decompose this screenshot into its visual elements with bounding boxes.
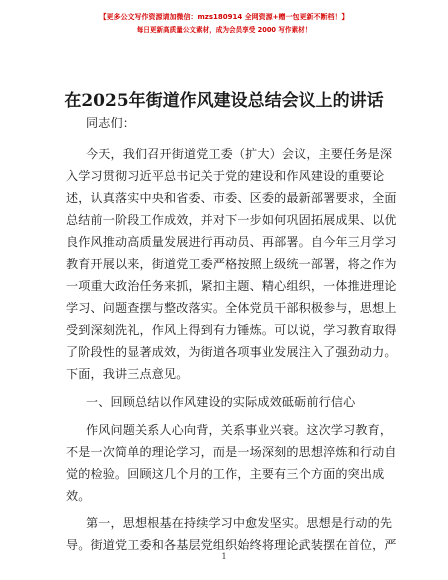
body-line: 受到深刻洗礼，作风上得到有力锤炼。可以说，学习教育取得 [66, 323, 397, 337]
salutation: 同志们： [86, 116, 135, 130]
body-line: 今天，我们召开街道党工委（扩大）会议，主要任务是深 [86, 147, 393, 161]
section-heading: 一、回顾总结以作风建设的实际成效砥砺前行信心 [86, 395, 356, 409]
body-line: 作风问题关系人心向背，关系事业兴衰。这次学习教育， [86, 423, 393, 437]
body-line: 导。街道党工委和各基层党组织始终将理论武装摆在首位，严 [66, 538, 397, 552]
promo-banner-line-1: 【更多公文写作资源请加微信：mzs180914 全网资源+赠一包更新不断档！】 [99, 13, 349, 21]
body-line: 下面，我讲三点意见。 [66, 367, 189, 381]
body-line: 一项重大政治任务来抓，紧扣主题、精心组织，一体推进理论 [66, 279, 397, 293]
body-line: 述，认真落实中央和省委、市委、区委的最新部署要求，全面 [66, 191, 397, 205]
body-line: 不是一次简单的理论学习，而是一场深刻的思想淬炼和行动自 [66, 445, 397, 459]
body-line: 良作风推动高质量发展进行再动员、再部署。自今年三月学习 [66, 235, 397, 249]
body-line: 总结前一阶段工作成效，并对下一步如何巩固拓展成果、以优 [66, 213, 397, 227]
body-line: 学习、问题查摆与整改落实。全体党员干部积极参与，思想上 [66, 301, 397, 315]
body-line: 效。 [66, 489, 91, 503]
body-line: 教育开展以来，街道党工委严格按照上级统一部署，将之作为 [66, 257, 397, 271]
body-line: 入学习贯彻习近平总书记关于党的建设和作风建设的重要论 [66, 169, 385, 183]
document-title: 在2025年街道作风建设总结会议上的讲话 [64, 91, 384, 111]
body-line: 了阶段性的显著成效，为街道各项事业发展注入了强劲动力。 [66, 345, 397, 359]
page-number: 1 [221, 552, 227, 561]
body-line: 觉的检验。回顾这几个月的工作，主要有三个方面的突出成 [66, 467, 385, 481]
body-line: 第一，思想根基在持续学习中愈发坚实。思想是行动的先 [86, 516, 393, 530]
promo-banner-line-2: 每日更新高质量公文素材，成为会员享受 2000 写作素材！ [136, 26, 312, 34]
